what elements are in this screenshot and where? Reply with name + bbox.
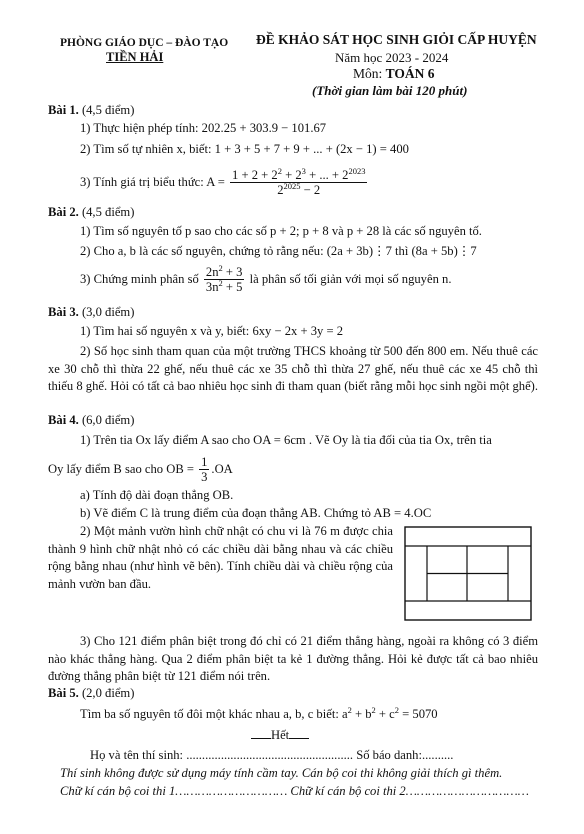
bai2-q3 [80, 262, 452, 295]
bai4-points: (6,0 điểm) [78, 413, 135, 427]
bai4-q1-line2 [48, 455, 233, 485]
time-limit: (Thời gian làm bài 120 phút) [312, 83, 468, 98]
bai4-q1-fraction [199, 455, 209, 485]
bai5-title: Bài 5. [48, 686, 79, 700]
bai2-points: (4,5 điểm) [78, 205, 135, 219]
bai1-q3-denominator: $2^{2025} - 2$ [277, 181, 321, 198]
bai4-title: Bài 4. [48, 413, 79, 427]
bai5-heading [48, 686, 134, 702]
bai1-q3-numerator: $1 + 2 + 2^2 + 2^3$ + ... + $2^{2023}$ [232, 165, 366, 182]
bai1-title: Bài 1. [48, 103, 79, 117]
bai1-q2: 2) Tìm số tự nhiên x, biết: 1 + 3 + 5 + 7 + 9 + ... + (2x − 1) = 400 [80, 142, 409, 156]
bai1-q3 [80, 165, 369, 198]
bai4-q1a: a) Tính độ dài đoạn thẳng OB. [80, 488, 234, 502]
bai2-q3-numerator: $2n^2 + 3$ [205, 262, 243, 279]
bai1-points: (4,5 điểm) [78, 103, 135, 117]
subject-label: Môn: [353, 66, 386, 81]
exam-note: Thí sinh không được sử dụng máy tính cầm tay. Cán bộ coi thi không giải thích gì thêm. [60, 766, 503, 780]
exam-title: ĐỀ KHẢO SÁT HỌC SINH GIỎI CẤP HUYỆN [256, 32, 537, 47]
bai3-heading [48, 305, 134, 321]
bai2-q1: 1) Tìm số nguyên tố p sao cho các số p + 2; p + 8 và p + 28 là các số nguyên tố. [80, 224, 482, 238]
bai2-q3-suffix: là phân số tối giản với mọi số nguyên n. [246, 272, 452, 287]
bai1-q3-fraction [230, 165, 367, 198]
subject [353, 66, 435, 83]
bai4-q1-frac-den: 3 [201, 470, 208, 485]
district-name: TIỀN HẢI [106, 50, 164, 64]
bai2-q2: 2) Cho a, b là các số nguyên, chứng tỏ rằng nếu: (2a + 3b)⋮7 thì (8a + 5b)⋮7 [80, 244, 477, 258]
bai2-q3-denominator: $3n^2 + 5$ [205, 278, 243, 295]
bai4-q1-prefix: Oy lấy điểm B sao cho OB = [48, 462, 198, 477]
garden-diagram [404, 526, 532, 621]
bai3-q1: 1) Tìm hai số nguyên x và y, biết: 6xy − 2x + 3y = 2 [80, 324, 344, 338]
end-marker [251, 728, 309, 744]
bai4-q2: 2) Một mảnh vườn hình chữ nhật có chu vi là 76 m được chia thành 9 hình chữ nhật nhỏ có các chiều dài bằng nhau và các chiều rộng bằng nhau (như hình vẽ bên). Tính chiều dài và chiều rộng của mảnh vườn ban đầu. [48, 524, 393, 591]
bai1-heading [48, 103, 134, 119]
bai3-points: (3,0 điểm) [78, 305, 135, 319]
bai5-points: (2,0 điểm) [78, 686, 135, 700]
school-year: Năm học 2023 - 2024 [335, 50, 449, 65]
bai4-q1-frac-num: 1 [201, 455, 208, 469]
end-text: Hết [271, 728, 290, 742]
bai1-q3-prefix: 3) Tính giá trị biểu thức: A = [80, 175, 229, 190]
bai2-title: Bài 2. [48, 205, 79, 219]
subject-name: TOÁN 6 [385, 66, 435, 81]
bai5-q1: Tìm ba số nguyên tố đôi một khác nhau a, b, c biết: $a^2 + b^2 + c^2 = 5070$ [80, 704, 438, 721]
bai4-q1b: b) Vẽ điểm C là trung điểm của đoạn thẳng AB. Chứng tỏ AB = 4.OC [80, 506, 432, 520]
bai2-q3-prefix: 3) Chứng minh phân số [80, 272, 202, 287]
bai3-q2: 2) Số học sinh tham quan của một trường THCS khoảng từ 500 đến 800 em. Nếu thuê các xe 30 chỗ thì thừa 22 ghế, nếu thuê các xe 35 chỗ thì thừa 27 ghế, nếu thuê các xe 45 chỗ thì thiếu 8 ghế. Hỏi có tất cả bao nhiêu học sinh đi tham quan (biết rằng mỗi học sinh ngồi một ghế). [48, 344, 539, 393]
bai2-heading [48, 205, 134, 221]
candidate-info: Họ và tên thí sinh: ..................................................... Số báo danh:.......... [90, 748, 454, 762]
department-name: PHÒNG GIÁO DỤC – ĐÀO TẠO [60, 37, 229, 49]
bai1-q1: 1) Thực hiện phép tính: 202.25 + 303.9 − 101.67 [80, 121, 327, 135]
bai3-title: Bài 3. [48, 305, 79, 319]
bai4-q3: 3) Cho 121 điểm phân biệt trong đó chỉ có 21 điểm thẳng hàng, ngoài ra không có 3 điểm nào khác thẳng hàng. Qua 2 điểm phân biệt ta kẻ 1 đường thẳng. Hỏi kẻ được tất cả bao nhiêu đường thẳng phân biệt từ 121 điểm nói trên. [48, 634, 538, 683]
bai4-q1-line1: 1) Trên tia Ox lấy điểm A sao cho OA = 6cm . Vẽ Oy là tia đối của tia Ox, trên tia [80, 433, 492, 447]
proctor-signatures: Chữ kí cán bộ coi thi 1………………………… Chữ kí cán bộ coi thi 2…………………………… [60, 784, 529, 798]
bai4-heading [48, 413, 134, 429]
bai4-q1-suffix: .OA [211, 462, 233, 477]
bai2-q3-fraction [204, 262, 245, 295]
